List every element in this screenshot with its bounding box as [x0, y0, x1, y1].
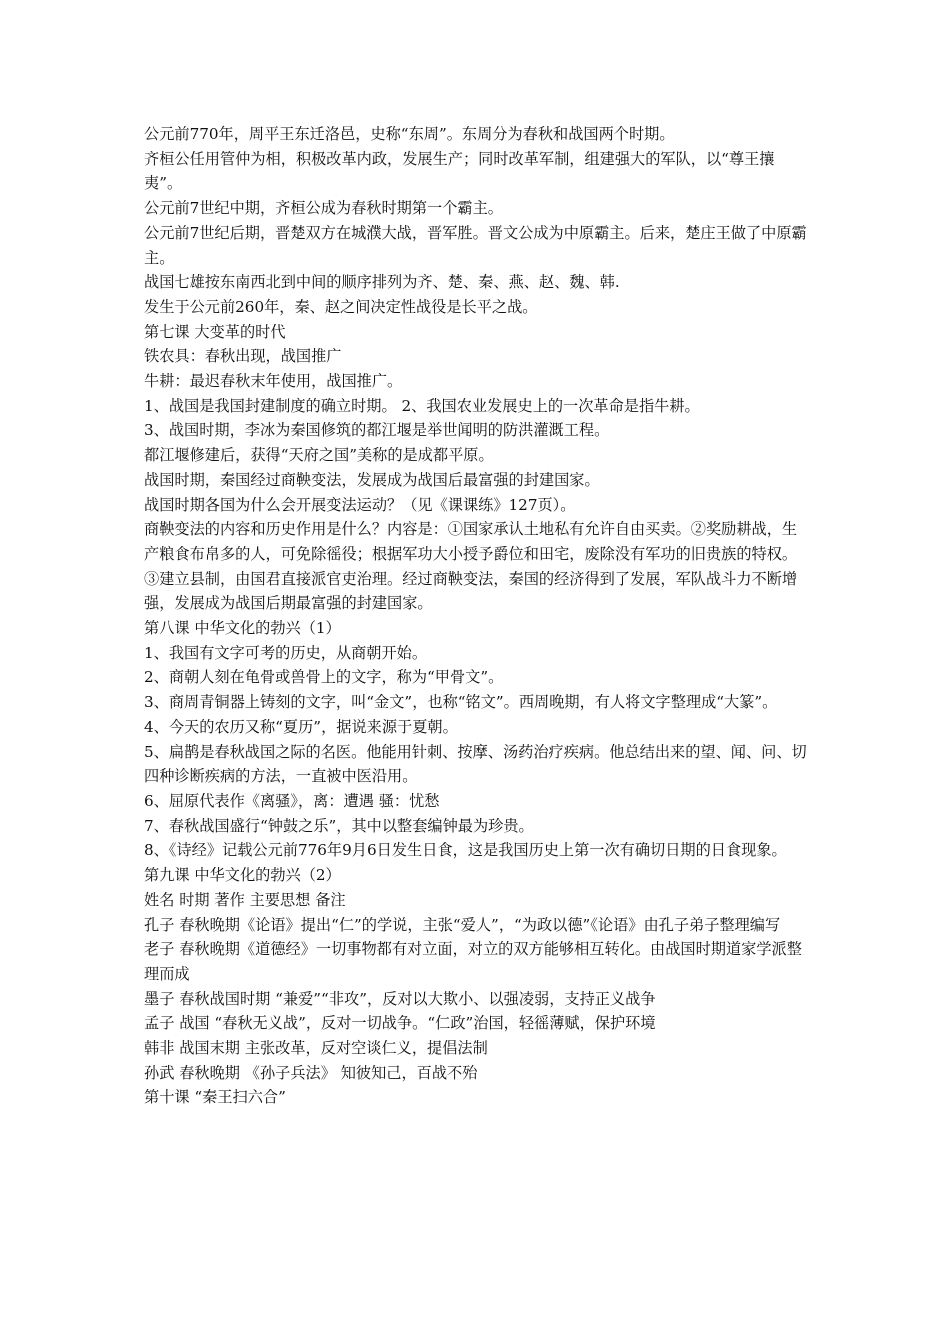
- text-line-5: 战国七雄按东南西北到中间的顺序排列为齐、楚、秦、燕、赵、魏、韩.: [144, 273, 620, 292]
- text-line-24: 8、《诗经》记载公元前776年9月6日发生日食，这是我国历史上第一次有确切日期的日食现象。: [144, 841, 787, 860]
- text-line-20: 4、今天的农历又称“夏历”，据说来源于夏朝。: [144, 717, 458, 736]
- table-row-confucius: 孔子 春秋晚期《论语》提出“仁”的学说，主张“爱人”，“为政以德”《论语》由孔子弟子整理编写: [144, 915, 781, 934]
- text-line-19: 3、商周青铜器上铸刻的文字，叫“金文”，也称“铭文”。西周晚期，有人将文字整理成“大篆”。: [144, 693, 778, 712]
- table-header-line: 姓名 时期 著作 主要思想 备注: [144, 890, 346, 909]
- lesson-heading-7: 第七课 大变革的时代: [144, 322, 286, 341]
- text-line-18: 2、商朝人刻在龟骨或兽骨上的文字，称为“甲骨文”。: [144, 668, 504, 687]
- text-line-21: 5、扁鹊是春秋战国之际的名医。他能用针刺、按摩、汤药治疗疾病。他总结出来的望、闻、问、切四种诊断疾病的方法，一直被中医沿用。: [144, 742, 807, 786]
- text-line-9: 牛耕：最迟春秋末年使用，战国推广。: [144, 372, 403, 391]
- text-line-17: 1、我国有文字可考的历史，从商朝开始。: [144, 643, 428, 662]
- text-line-15: 商鞅变法的内容和历史作用是什么？内容是：①国家承认土地私有允许自由买卖。②奖励耕战，生产粮食布帛多的人，可免除徭役；根据军功大小授予爵位和田宅，废除没有军功的旧贵族的特权。③建立县制，由国君直接派官吏治理。经过商鞅变法，秦国的经济得到了发展，军队战斗力不断增强，发展成为战国后期最富强的封建国家。: [144, 520, 798, 613]
- table-row-hanfei: 韩非 战国末期 主张改革，反对空谈仁义，提倡法制: [144, 1039, 488, 1058]
- lesson-heading-8: 第八课 中华文化的勃兴（1）: [144, 619, 341, 638]
- table-row-sunwu: 孙武 春秋晚期 《孙子兵法》 知彼知己，百战不殆: [144, 1063, 478, 1082]
- text-line-4: 公元前7世纪后期，晋楚双方在城濮大战，晋军胜。晋文公成为中原霸主。后来，楚庄王做了中原霸主。: [144, 223, 807, 267]
- text-line-12: 都江堰修建后，获得“天府之国”美称的是成都平原。: [144, 446, 494, 465]
- table-row-laozi: 老子 春秋晚期《道德经》一切事物都有对立面，对立的双方能够相互转化。由战国时期道家学派整理而成: [144, 940, 802, 983]
- text-line-22: 6、屈原代表作《离骚》，离：遭遇 骚：忧愁: [144, 791, 440, 810]
- document-page: [144, 122, 810, 1110]
- text-line-13: 战国时期，秦国经过商鞅变法，发展成为战国后最富强的封建国家。: [144, 470, 600, 489]
- table-row-mencius: 孟子 战国 “春秋无义战”，反对一切战争。“仁政”治国，轻徭薄赋，保护环境: [144, 1014, 656, 1033]
- lesson-heading-9: 第九课 中华文化的勃兴（2）: [144, 866, 341, 885]
- text-line-8: 铁农具：春秋出现，战国推广: [144, 347, 342, 366]
- text-line-2: 齐桓公任用管仲为相，积极改革内政，发展生产；同时改革军制，组建强大的军队，以“尊王攘夷”。: [144, 149, 775, 193]
- text-line-6: 发生于公元前260年，秦、赵之间决定性战役是长平之战。: [144, 297, 538, 316]
- text-line-23: 7、春秋战国盛行“钟鼓之乐”，其中以整套编钟最为珍贵。: [144, 816, 534, 835]
- text-line-3: 公元前7世纪中期，齐桓公成为春秋时期第一个霸主。: [144, 199, 503, 218]
- text-line-11: 3、战国时期，李冰为秦国修筑的都江堰是举世闻明的防洪灌溉工程。: [144, 421, 610, 440]
- lesson-heading-10: 第十课 “秦王扫六合”: [144, 1088, 286, 1107]
- table-row-mozi: 墨子 春秋战国时期 “兼爱”“非攻”，反对以大欺小、以强凌弱，支持正义战争: [144, 989, 656, 1008]
- text-line-10: 1、战国是我国封建制度的确立时期。 2、我国农业发展史上的一次革命是指牛耕。: [144, 396, 700, 415]
- text-line-1: 公元前770年，周平王东迁洛邑，史称“东周”。东周分为春秋和战国两个时期。: [144, 125, 675, 143]
- text-line-14: 战国时期各国为什么会开展变法运动？（见《课课练》127页）。: [144, 495, 576, 514]
